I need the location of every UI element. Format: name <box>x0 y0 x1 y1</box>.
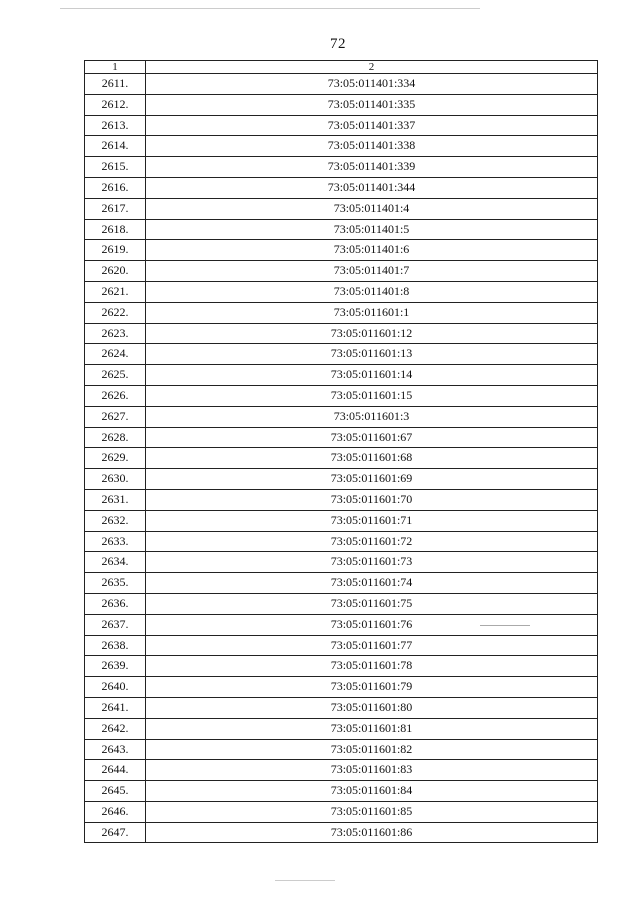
table-row <box>85 157 598 178</box>
row-number-cell: 2633. <box>85 531 146 552</box>
row-number-cell: 2640. <box>85 677 146 698</box>
row-number-cell: 2614. <box>85 136 146 157</box>
cadastral-number-cell: 73:05:011401:337 <box>146 115 598 136</box>
cadastral-number-cell: 73:05:011601:86 <box>146 822 598 843</box>
cadastral-number-cell: 73:05:011601:3 <box>146 406 598 427</box>
cadastral-number-cell: 73:05:011601:1 <box>146 302 598 323</box>
row-number-cell: 2620. <box>85 261 146 282</box>
table-row <box>85 593 598 614</box>
table-row <box>85 219 598 240</box>
table-row <box>85 177 598 198</box>
table-row <box>85 198 598 219</box>
page-number: 72 <box>330 36 346 52</box>
table-row <box>85 656 598 677</box>
cadastral-number-cell: 73:05:011601:74 <box>146 573 598 594</box>
cadastral-number-cell: 73:05:011601:81 <box>146 718 598 739</box>
row-number-cell: 2636. <box>85 593 146 614</box>
row-number-cell: 2635. <box>85 573 146 594</box>
row-number-cell: 2639. <box>85 656 146 677</box>
cadastral-number-cell: 73:05:011401:6 <box>146 240 598 261</box>
cadastral-number-cell: 73:05:011601:83 <box>146 760 598 781</box>
row-number-cell: 2615. <box>85 157 146 178</box>
row-number-cell: 2624. <box>85 344 146 365</box>
row-number-cell: 2637. <box>85 614 146 635</box>
cadastral-number-cell: 73:05:011401:5 <box>146 219 598 240</box>
table-row <box>85 822 598 843</box>
cadastral-number-cell: 73:05:011601:14 <box>146 365 598 386</box>
cadastral-number-cell: 73:05:011601:12 <box>146 323 598 344</box>
table-row <box>85 385 598 406</box>
table-row <box>85 344 598 365</box>
column-header-number: 1 <box>85 61 146 74</box>
scan-speck <box>275 880 335 881</box>
table-row <box>85 760 598 781</box>
table-row <box>85 448 598 469</box>
table-row <box>85 74 598 95</box>
row-number-cell: 2625. <box>85 365 146 386</box>
table-row <box>85 801 598 822</box>
table-row <box>85 781 598 802</box>
row-number-cell: 2647. <box>85 822 146 843</box>
table-row <box>85 261 598 282</box>
table-row <box>85 510 598 531</box>
column-header-cadastral-number: 2 <box>146 61 598 74</box>
row-number-cell: 2634. <box>85 552 146 573</box>
row-number-cell: 2638. <box>85 635 146 656</box>
cadastral-number-cell: 73:05:011401:4 <box>146 198 598 219</box>
table-row <box>85 489 598 510</box>
row-number-cell: 2612. <box>85 94 146 115</box>
cadastral-number-cell: 73:05:011601:79 <box>146 677 598 698</box>
row-number-cell: 2622. <box>85 302 146 323</box>
cadastral-number-cell: 73:05:011601:73 <box>146 552 598 573</box>
row-number-cell: 2618. <box>85 219 146 240</box>
row-number-cell: 2629. <box>85 448 146 469</box>
table-row <box>85 718 598 739</box>
table-row <box>85 115 598 136</box>
row-number-cell: 2645. <box>85 781 146 802</box>
table-row <box>85 552 598 573</box>
cadastral-number-cell: 73:05:011601:72 <box>146 531 598 552</box>
cadastral-number-cell: 73:05:011401:7 <box>146 261 598 282</box>
table-row <box>85 427 598 448</box>
cadastral-number-cell: 73:05:011601:85 <box>146 801 598 822</box>
cadastral-number-cell: 73:05:011601:80 <box>146 697 598 718</box>
row-number-cell: 2642. <box>85 718 146 739</box>
cadastral-number-cell: 73:05:011401:339 <box>146 157 598 178</box>
row-number-cell: 2617. <box>85 198 146 219</box>
row-number-cell: 2627. <box>85 406 146 427</box>
row-number-cell: 2623. <box>85 323 146 344</box>
cadastral-number-cell: 73:05:011601:15 <box>146 385 598 406</box>
table-row <box>85 136 598 157</box>
cadastral-number-cell: 73:05:011601:84 <box>146 781 598 802</box>
row-number-cell: 2613. <box>85 115 146 136</box>
scan-speck <box>480 625 530 626</box>
row-number-cell: 2632. <box>85 510 146 531</box>
table-row <box>85 697 598 718</box>
table-row <box>85 240 598 261</box>
cadastral-number-table <box>84 60 598 843</box>
row-number-cell: 2611. <box>85 74 146 95</box>
cadastral-number-cell: 73:05:011601:77 <box>146 635 598 656</box>
table-header-row <box>85 61 598 74</box>
cadastral-number-cell: 73:05:011401:338 <box>146 136 598 157</box>
scan-speck <box>60 8 480 9</box>
table-row <box>85 635 598 656</box>
row-number-cell: 2643. <box>85 739 146 760</box>
cadastral-number-cell: 73:05:011401:334 <box>146 74 598 95</box>
cadastral-number-cell: 73:05:011401:8 <box>146 281 598 302</box>
cadastral-number-cell: 73:05:011601:75 <box>146 593 598 614</box>
table-row <box>85 365 598 386</box>
cadastral-number-cell: 73:05:011601:70 <box>146 489 598 510</box>
cadastral-number-cell: 73:05:011601:71 <box>146 510 598 531</box>
table-row <box>85 677 598 698</box>
table-row <box>85 406 598 427</box>
cadastral-number-cell: 73:05:011601:82 <box>146 739 598 760</box>
cadastral-number-cell: 73:05:011601:69 <box>146 469 598 490</box>
row-number-cell: 2631. <box>85 489 146 510</box>
row-number-cell: 2646. <box>85 801 146 822</box>
row-number-cell: 2644. <box>85 760 146 781</box>
cadastral-number-cell: 73:05:011601:78 <box>146 656 598 677</box>
table-row <box>85 739 598 760</box>
row-number-cell: 2619. <box>85 240 146 261</box>
table-row <box>85 302 598 323</box>
table-row <box>85 94 598 115</box>
table-row <box>85 573 598 594</box>
row-number-cell: 2628. <box>85 427 146 448</box>
cadastral-number-cell: 73:05:011401:344 <box>146 177 598 198</box>
table-body <box>85 74 598 843</box>
cadastral-number-cell: 73:05:011601:76 <box>146 614 598 635</box>
row-number-cell: 2621. <box>85 281 146 302</box>
cadastral-number-cell: 73:05:011601:13 <box>146 344 598 365</box>
cadastral-number-cell: 73:05:011401:335 <box>146 94 598 115</box>
table-row <box>85 323 598 344</box>
row-number-cell: 2616. <box>85 177 146 198</box>
row-number-cell: 2630. <box>85 469 146 490</box>
table-row <box>85 469 598 490</box>
cadastral-number-cell: 73:05:011601:67 <box>146 427 598 448</box>
table-row <box>85 281 598 302</box>
row-number-cell: 2626. <box>85 385 146 406</box>
row-number-cell: 2641. <box>85 697 146 718</box>
table-row <box>85 531 598 552</box>
cadastral-number-cell: 73:05:011601:68 <box>146 448 598 469</box>
